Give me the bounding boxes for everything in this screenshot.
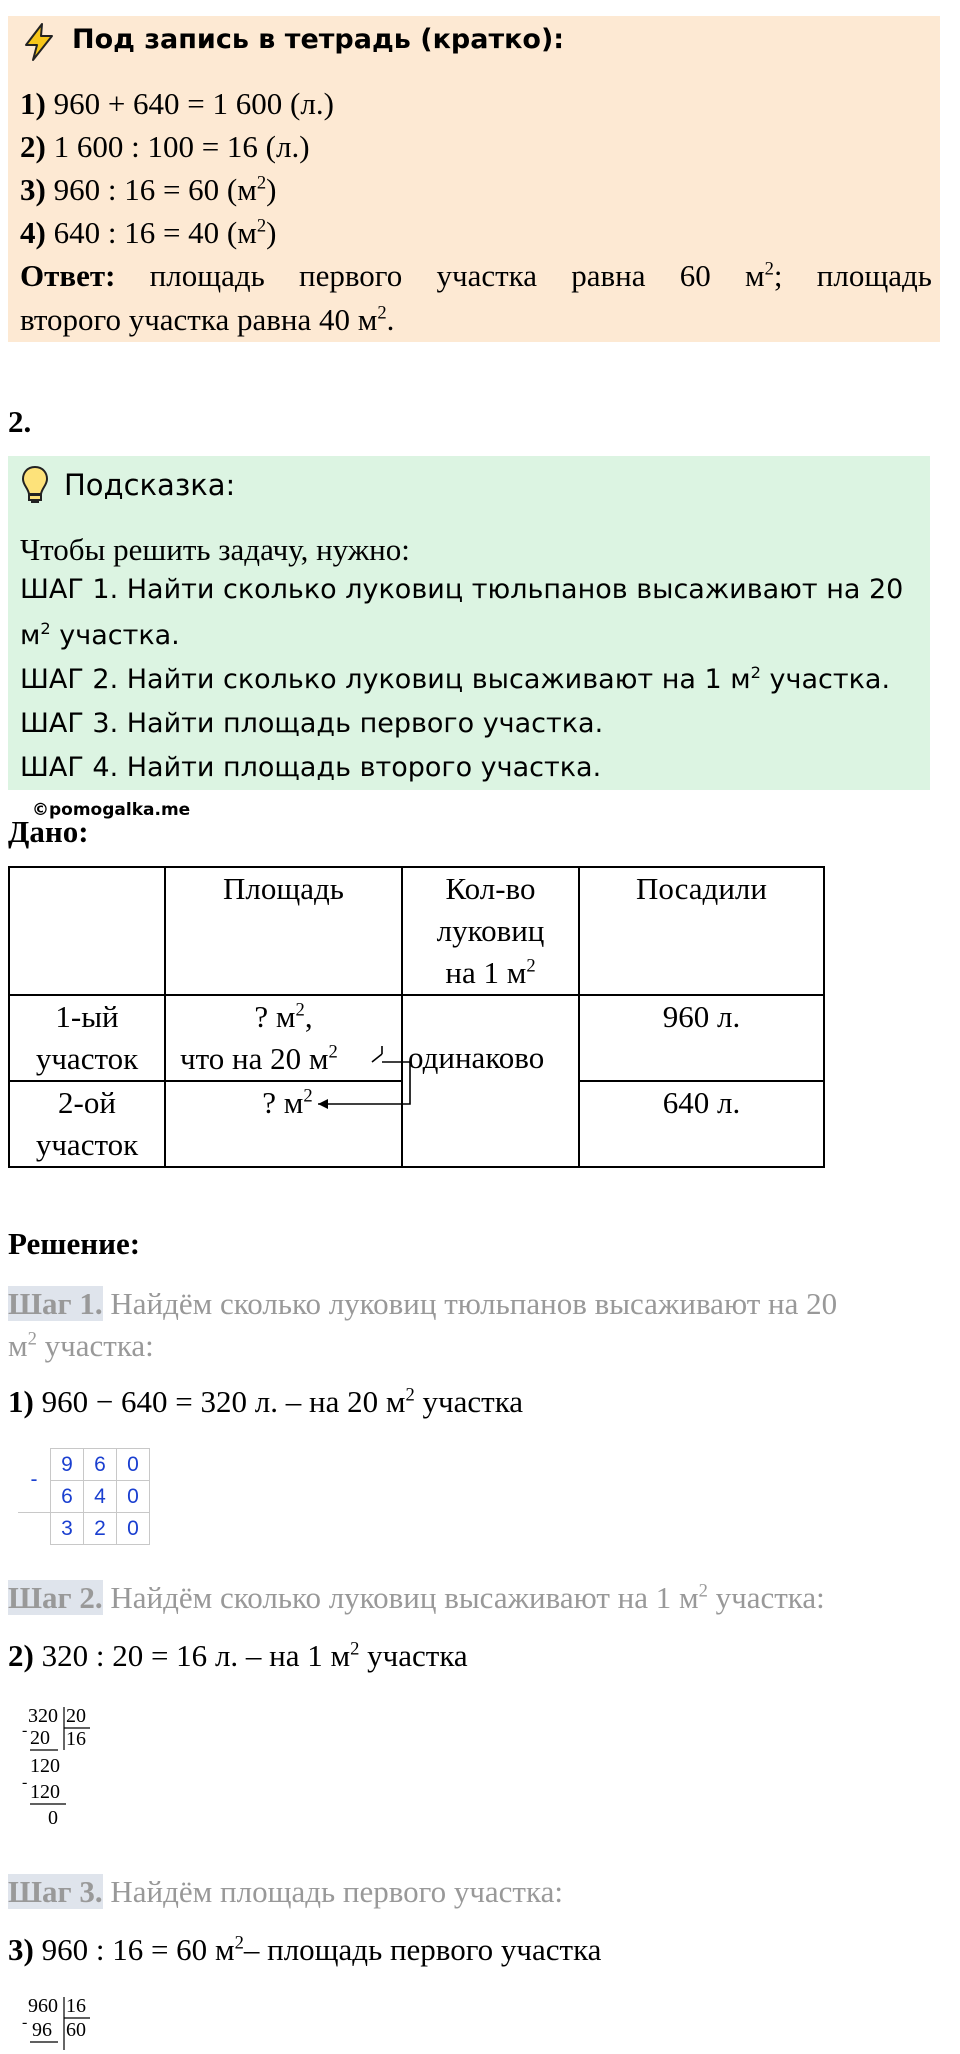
step-3-line: Шаг 3. Найдём площадь первого участка: xyxy=(8,1874,563,1909)
step-1-line-1: Шаг 1. Найдём сколько луковиц тюльпанов высаживают на 20 xyxy=(8,1286,838,1321)
ld1-quotient: 16 xyxy=(66,1728,86,1750)
grid-cell: 2 xyxy=(84,1513,117,1545)
hint-step-1-cont: $м^2$ участка. xyxy=(20,619,180,651)
ld2-quotient: 60 xyxy=(66,2019,86,2041)
lightning-icon xyxy=(20,22,58,62)
hint-title: Подсказка: xyxy=(64,468,236,502)
ld1-rem2: 0 xyxy=(48,1807,58,1829)
ld1-sub2: 120 xyxy=(30,1781,60,1803)
step-1-line-2: $м^2$ участка: xyxy=(8,1328,154,1363)
step-2-line: Шаг 2. Найдём сколько луковиц высаживают на 1 $м^2$ участка: xyxy=(8,1580,825,1615)
lightbulb-icon xyxy=(20,464,50,508)
ld1-lines xyxy=(22,1704,102,1834)
grid-cell: 0 xyxy=(117,1481,150,1513)
subtraction-grid xyxy=(18,1448,150,1545)
note-line-2: 2) 1 600 : 100 = 16 (л.) xyxy=(20,129,310,164)
hint-step-1: ШАГ 1. Найти сколько луковиц тюльпанов высаживают на 20 xyxy=(20,574,904,605)
row2-name: 2-ой участок xyxy=(9,1081,165,1167)
given-table xyxy=(8,866,825,1168)
ld1-rem1: 120 xyxy=(30,1755,60,1777)
header-bulbs: Кол-во луковиц на 1 $м^2$ xyxy=(402,867,579,995)
hint-step-4: ШАГ 4. Найти площадь второго участка. xyxy=(20,752,602,783)
grid-cell: 4 xyxy=(84,1481,117,1513)
note-line-4: 4) 640 : 16 = 40 $(м^2)$ xyxy=(20,215,277,250)
hint-step-2: ШАГ 2. Найти сколько луковиц высаживают на 1 $м^2$ участка. xyxy=(20,663,891,695)
note-answer-line-2: второго участка равна 40 $м^2$. xyxy=(20,302,395,337)
long-division-2: 960 16 - 96 60 xyxy=(22,1994,102,2054)
header-area: Площадь xyxy=(165,867,402,995)
long-division-1: 320 20 - 20 16 120 - 120 0 xyxy=(22,1704,102,1854)
watermark: ©pomogalka.me xyxy=(32,800,191,820)
row1-area: ? $м^2$, что на 20 $м^2$ xyxy=(165,995,402,1081)
ld2-sub1: 96 xyxy=(32,2019,52,2041)
given-label: Дано: xyxy=(8,814,89,849)
note-line-1: 1) 960 + 640 = 1 600 (л.) xyxy=(20,86,334,121)
row1-name: 1-ый участок xyxy=(9,995,165,1081)
grid-cell: 0 xyxy=(117,1449,150,1481)
ld2-dividend: 960 xyxy=(28,1995,58,2017)
row2-count: 640 л. xyxy=(579,1081,824,1167)
calc-1: 1) 960 − 640 = 320 л. – на 20 $м^2$ участка xyxy=(8,1384,524,1419)
note-line-3: 3) 960 : 16 = 60 $(м^2)$ xyxy=(20,172,277,207)
grid-cell: 9 xyxy=(51,1449,84,1481)
minus-sign: - xyxy=(18,1449,51,1513)
grid-cell: 6 xyxy=(51,1481,84,1513)
task-number: 2. xyxy=(8,404,32,439)
header-empty xyxy=(9,867,165,995)
ld1-dividend: 320 xyxy=(28,1705,58,1727)
grid-cell: 6 xyxy=(84,1449,117,1481)
solution-label: Решение: xyxy=(8,1226,141,1261)
ld2-divisor: 16 xyxy=(66,1995,86,2017)
calc-2: 2) 320 : 20 = 16 л. – на 1 $м^2$ участка xyxy=(8,1638,468,1673)
calc-3: 3) 960 : 16 = 60 $м^2-$ площадь первого участка xyxy=(8,1932,602,1967)
grid-cell: 3 xyxy=(51,1513,84,1545)
header-planted: Посадили xyxy=(579,867,824,995)
row1-count: 960 л. xyxy=(579,995,824,1081)
ld1-divisor: 20 xyxy=(66,1705,86,1727)
same-bracket-arrow xyxy=(300,1040,430,1110)
grid-cell: 0 xyxy=(117,1513,150,1545)
grid-cell-empty xyxy=(18,1513,51,1545)
same-label: одинаково xyxy=(408,1040,545,1075)
note-title: Под запись в тетрадь (кратко): xyxy=(72,24,565,55)
row2-area: ? $м^2$ xyxy=(165,1081,402,1167)
hint-step-3: ШАГ 3. Найти площадь первого участка. xyxy=(20,708,604,739)
ld2-lines xyxy=(22,1994,102,2054)
note-answer-line-1: Ответ: площадь первого участка равна 60 $м^2$; площадь xyxy=(20,258,932,293)
ld1-sub1: 20 xyxy=(30,1727,50,1749)
hint-intro: Чтобы решить задачу, нужно: xyxy=(20,532,410,567)
